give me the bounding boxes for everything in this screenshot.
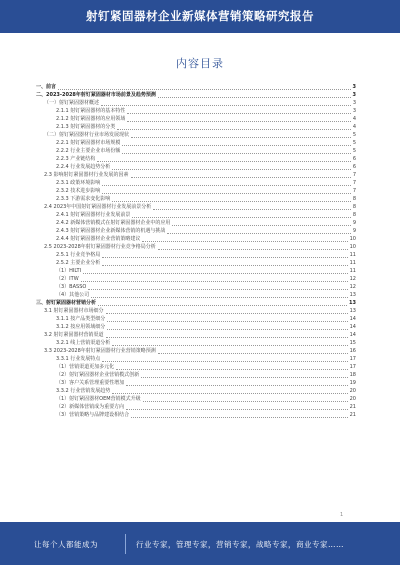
toc-entry-page: 3 [352, 108, 356, 114]
toc-entry[interactable] [36, 387, 356, 395]
toc-entry-text: 2.4.1 射钉紧固器材行业发展前景 [56, 212, 131, 218]
toc-leader-dots [158, 96, 351, 98]
toc-entry-text: 2.3.2 技术进步影响 [56, 188, 101, 194]
toc-entry[interactable] [36, 235, 356, 243]
report-header-banner [0, 0, 400, 33]
toc-entry-text: 2.3.1 政策环境影响 [56, 180, 101, 186]
toc-entry-text: 2.2.1 射钉紧固器材市场规模 [56, 140, 121, 146]
toc-entry[interactable] [36, 315, 356, 323]
toc-entry[interactable] [36, 379, 356, 387]
toc-entry-text: 二、2023-2028年射钉紧固器材市场前景及趋势预测 [36, 92, 156, 98]
toc-leader-dots [112, 200, 351, 202]
toc-leader-dots [153, 208, 351, 210]
toc-entry-text: 3.2 射钉紧固器材营销渠道 [44, 332, 104, 338]
toc-leader-dots [98, 304, 347, 306]
toc-entry[interactable] [36, 323, 356, 331]
toc-entry-page: 5 [352, 148, 356, 154]
toc-entry-page: 9 [352, 220, 356, 226]
toc-entry-page: 10 [349, 244, 356, 250]
toc-entry[interactable] [36, 163, 356, 171]
toc-leader-dots [116, 368, 347, 370]
toc-leader-dots [132, 216, 350, 218]
toc-entry-page: 20 [349, 396, 356, 402]
toc-entry-page: 9 [352, 228, 356, 234]
toc-entry-text: 2.2.3 产业链结构 [56, 156, 96, 162]
toc-entry-page: 13 [349, 292, 356, 298]
toc-leader-dots [97, 160, 351, 162]
toc-entry-text: 3.3.1 行业发展特点 [56, 356, 101, 362]
toc-leader-dots [126, 384, 347, 386]
toc-entry-page: 6 [352, 164, 356, 170]
toc-entry-page: 11 [349, 260, 356, 266]
toc-entry-text: 3.3 2023-2028年射钉紧固器材行业营销策略预测 [44, 348, 156, 354]
toc-entry[interactable] [36, 171, 356, 179]
toc-entry-text: 2.1.1 射钉紧固器材的基本特性 [56, 108, 126, 114]
toc-entry[interactable] [36, 283, 356, 291]
toc-leader-dots [107, 320, 347, 322]
toc-leader-dots [58, 88, 351, 90]
toc-entry[interactable] [36, 179, 356, 187]
toc-leader-dots [102, 192, 351, 194]
toc-entry[interactable] [36, 259, 356, 267]
toc-entry-page: 17 [349, 356, 356, 362]
toc-entry[interactable] [36, 331, 356, 339]
toc-entry-text: 3.1.2 按应用领域细分 [56, 324, 106, 330]
toc-entry-text: （1）射钉紧固器材OEM营销模式升级 [56, 396, 141, 402]
toc-entry-text: （2）ITW [56, 276, 79, 282]
toc-entry-page: 7 [352, 172, 356, 178]
toc-entry-text: 2.1.3 射钉紧固器材的分类 [56, 124, 116, 130]
toc-entry[interactable] [36, 227, 356, 235]
toc-entry-text: 2.2.4 行业发展趋势分析 [56, 164, 111, 170]
toc-entry-page: 11 [349, 252, 356, 258]
toc-entry-page: 4 [352, 124, 356, 130]
toc-entry-text: （一）射钉紧固器材概述 [44, 100, 100, 106]
toc-leader-dots [102, 256, 347, 258]
toc-entry-page: 14 [349, 332, 356, 338]
footer-tagline: 行业专家，管理专家，营销专家，战略专家，商业专家…… [136, 540, 344, 549]
footer-banner [0, 522, 400, 565]
toc-leader-dots [122, 144, 350, 146]
toc-entry[interactable] [36, 299, 356, 307]
toc-entry-page: 12 [349, 284, 356, 290]
toc-leader-dots [167, 232, 350, 234]
toc-entry-text: 一、前言 [36, 84, 57, 90]
toc-entry-page: 19 [349, 380, 356, 386]
toc-entry-text: 3.3.2 行业营销发展趋势 [56, 388, 111, 394]
toc-entry[interactable] [36, 347, 356, 355]
toc-entry[interactable] [36, 219, 356, 227]
toc-entry-text: 三、射钉紧固器材营销分析 [36, 300, 97, 306]
toc-entry[interactable] [36, 155, 356, 163]
toc-entry-text: 2.5 2023-2028年射钉紧固器材行业竞争格局分析 [44, 244, 156, 250]
toc-entry[interactable] [36, 243, 356, 251]
toc-leader-dots [102, 360, 347, 362]
toc-leader-dots [158, 248, 348, 250]
toc-entry-page: 15 [349, 340, 356, 346]
toc-entry-text: （2）新媒体营销成为重要方向 [56, 404, 125, 410]
toc-entry-text: （4）其他公司 [56, 292, 90, 298]
toc-entry-text: 2.1.2 射钉紧固器材的应用领域 [56, 116, 126, 122]
toc-entry[interactable] [36, 355, 356, 363]
toc-entry-page: 16 [349, 348, 356, 354]
toc-leader-dots [88, 288, 347, 290]
toc-entry-text: 2.4 2023年中国射钉紧固器材行业发展前景分析 [44, 204, 152, 210]
toc-entry[interactable] [36, 203, 356, 211]
toc-leader-dots [112, 168, 351, 170]
toc-entry-page: 20 [349, 388, 356, 394]
toc-entry-text: 2.5.2 主要企业分析 [56, 260, 101, 266]
toc-entry[interactable] [36, 131, 356, 139]
toc-leader-dots [131, 176, 351, 178]
toc-leader-dots [102, 184, 351, 186]
toc-entry[interactable] [36, 363, 356, 371]
report-title: 射钉紧固器材企业新媒体营销策略研究报告 [86, 9, 314, 23]
toc-entry-page: 21 [349, 412, 356, 418]
toc-entry-page: 12 [349, 276, 356, 282]
toc-leader-dots [101, 104, 351, 106]
toc-entry[interactable] [36, 83, 356, 91]
toc-entry-text: （3）客户关系管理重要性增加 [56, 380, 125, 386]
toc-entry-text: 2.4.2 新媒体营销模式在射钉紧固器材企业中的应用 [56, 220, 171, 226]
toc-leader-dots [102, 264, 347, 266]
toc-entry-page: 4 [352, 116, 356, 122]
toc-leader-dots [143, 400, 348, 402]
toc-entry-text: 2.4.4 射钉紧固器材企业营销策略建议 [56, 236, 141, 242]
toc-leader-dots [131, 136, 351, 138]
toc-entry-page: 10 [349, 236, 356, 242]
toc-entry-page: 11 [349, 268, 356, 274]
toc-entry-page: 17 [349, 364, 356, 370]
toc-entry-page: 8 [352, 204, 356, 210]
toc-entry[interactable] [36, 123, 356, 131]
toc-entry[interactable] [36, 371, 356, 379]
toc-entry-text: 3.2.1 线上营销渠道分析 [56, 340, 111, 346]
toc-entry[interactable] [36, 187, 356, 195]
toc-entry-page: 13 [349, 300, 356, 306]
page-number: 1 [340, 512, 344, 518]
toc-entry[interactable] [36, 99, 356, 107]
toc-leader-dots [172, 224, 350, 226]
toc-entry[interactable] [36, 411, 356, 419]
toc-entry[interactable] [36, 147, 356, 155]
toc-entry-page: 14 [349, 316, 356, 322]
toc-entry-page: 3 [352, 100, 356, 106]
toc-entry[interactable] [36, 91, 356, 99]
toc-leader-dots [112, 392, 347, 394]
toc-leader-dots [142, 240, 347, 242]
toc-entry-page: 3 [352, 84, 356, 90]
toc-leader-dots [106, 312, 348, 314]
toc-entry-text: 2.3 影响射钉紧固器材行业发展的因素 [44, 172, 129, 178]
toc-entry-page: 14 [349, 324, 356, 330]
toc-leader-dots [126, 408, 347, 410]
toc-entry-text: 2.5.1 行业竞争格局 [56, 252, 101, 258]
toc-entry-text: 2.3.3 下游需求变化影响 [56, 196, 111, 202]
toc-leader-dots [83, 272, 348, 274]
toc-leader-dots [117, 128, 350, 130]
toc-entry-text: 3.1 射钉紧固器材市场细分 [44, 308, 104, 314]
toc-entry-text: （3）营销策略与品牌建设相结合 [56, 412, 130, 418]
toc-entry[interactable] [36, 251, 356, 259]
toc-entry-page: 3 [352, 92, 356, 98]
toc-entry[interactable] [36, 403, 356, 411]
toc-entry[interactable] [36, 339, 356, 347]
toc-leader-dots [127, 120, 350, 122]
toc-entry-text: （2）射钉紧固器材企业营销模式创新 [56, 372, 140, 378]
toc-entry-page: 18 [349, 372, 356, 378]
toc-entry-page: 8 [352, 196, 356, 202]
toc-entry[interactable] [36, 211, 356, 219]
toc-entry-page: 8 [352, 212, 356, 218]
table-of-contents [36, 83, 356, 511]
toc-entry-text: 3.1.1 按产品类型细分 [56, 316, 106, 322]
toc-entry-text: 2.4.3 射钉紧固器材企业新媒体营销的机遇与挑战 [56, 228, 166, 234]
toc-entry[interactable] [36, 291, 356, 299]
toc-leader-dots [107, 328, 347, 330]
toc-entry[interactable] [36, 307, 356, 315]
toc-heading: 内容目录 [176, 57, 224, 70]
toc-leader-dots [81, 280, 348, 282]
toc-entry-page: 21 [349, 404, 356, 410]
toc-entry[interactable] [36, 267, 356, 275]
toc-entry[interactable] [36, 115, 356, 123]
toc-entry-page: 7 [352, 180, 356, 186]
toc-entry-text: （二）射钉紧固器材行业市场发展现状 [44, 132, 130, 138]
toc-entry[interactable] [36, 275, 356, 283]
toc-entry-page: 5 [352, 132, 356, 138]
toc-leader-dots [127, 112, 350, 114]
toc-entry-text: （1）HILTI [56, 268, 82, 274]
toc-entry[interactable] [36, 139, 356, 147]
toc-leader-dots [131, 416, 347, 418]
toc-leader-dots [112, 344, 347, 346]
toc-entry[interactable] [36, 107, 356, 115]
toc-entry[interactable] [36, 395, 356, 403]
toc-entry-page: 7 [352, 188, 356, 194]
toc-entry-text: （3）BASSO [56, 284, 87, 290]
toc-entry-text: 2.2.2 行业主要企业市场份额 [56, 148, 121, 154]
toc-entry-page: 6 [352, 156, 356, 162]
footer-slogan: 让每个人都能成为 [34, 540, 98, 549]
toc-entry-text: （1）营销渠道更加多元化 [56, 364, 115, 370]
footer-divider [125, 534, 126, 554]
toc-leader-dots [106, 336, 348, 338]
toc-leader-dots [91, 296, 347, 298]
toc-entry[interactable] [36, 195, 356, 203]
toc-leader-dots [122, 152, 350, 154]
toc-leader-dots [158, 352, 348, 354]
toc-entry-page: 13 [349, 308, 356, 314]
toc-leader-dots [141, 376, 347, 378]
toc-entry-page: 5 [352, 140, 356, 146]
